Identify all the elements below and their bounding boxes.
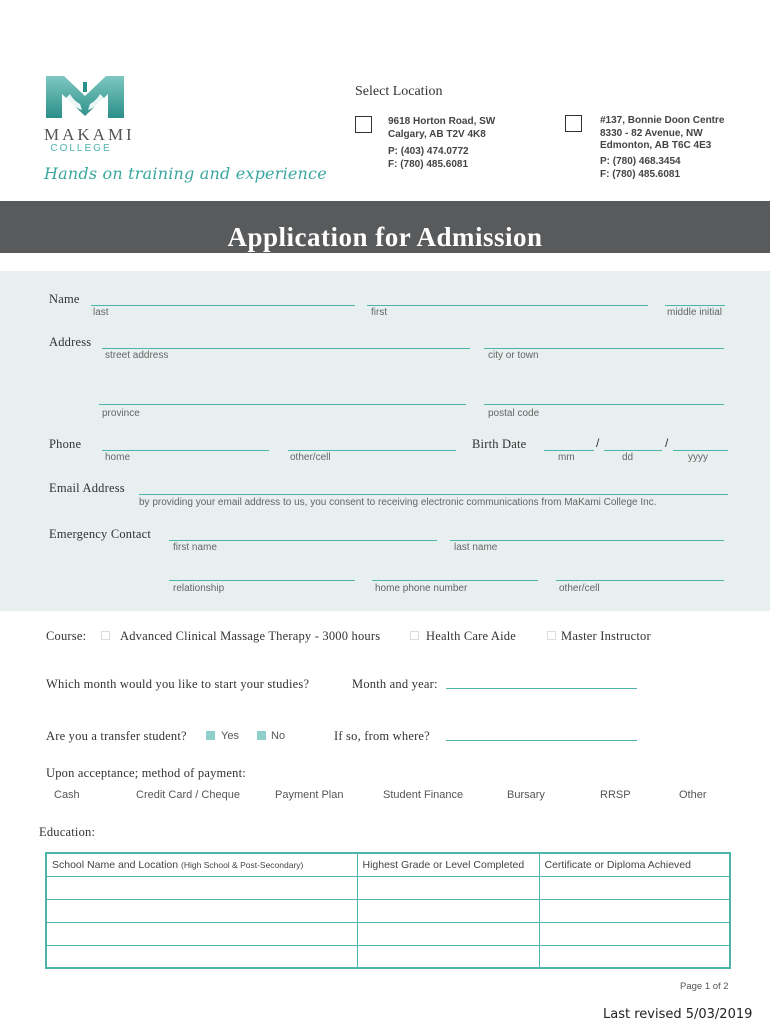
first-name-field[interactable] (367, 305, 648, 306)
education-col-certificate: Certificate or Diploma Achieved (539, 853, 730, 876)
other-phone-field[interactable] (288, 450, 456, 451)
birth-month-field[interactable] (544, 450, 594, 451)
education-cell[interactable] (46, 899, 357, 922)
course-hca-checkbox[interactable] (410, 631, 419, 640)
payment-label: Upon acceptance; method of payment: (46, 766, 246, 780)
logo-sub-name: COLLEGE (50, 143, 112, 154)
education-cell[interactable] (46, 922, 357, 945)
city-hint: city or town (488, 350, 539, 361)
location-edmonton-checkbox[interactable] (565, 115, 582, 132)
education-cell[interactable] (357, 899, 539, 922)
month-year-field[interactable] (446, 688, 637, 689)
education-cell[interactable] (357, 876, 539, 899)
birth-year-hint: yyyy (688, 452, 708, 463)
last-name-hint: last (93, 307, 109, 318)
education-col-grade: Highest Grade or Level Completed (357, 853, 539, 876)
table-row (46, 876, 730, 899)
table-row (46, 899, 730, 922)
education-cell[interactable] (539, 922, 730, 945)
birth-day-hint: dd (622, 452, 634, 463)
education-col-school-note: (High School & Post-Secondary) (181, 859, 304, 870)
education-cell[interactable] (539, 945, 730, 968)
location-edmonton-phone: P: (780) 468.3454 F: (780) 485.6081 (600, 156, 681, 180)
logo-brand-name: MAKAMI (44, 125, 135, 144)
transfer-where-field[interactable] (446, 740, 637, 741)
education-cell[interactable] (539, 899, 730, 922)
logo-tagline: Hands on training and experience (44, 164, 327, 183)
course-instructor-checkbox[interactable] (547, 631, 556, 640)
province-hint: province (102, 408, 140, 419)
makami-logo-icon (44, 74, 126, 120)
education-col-school-label: School Name and Location (52, 858, 179, 871)
birth-date-label: Birth Date (472, 437, 527, 451)
middle-initial-field[interactable] (665, 305, 725, 306)
emergency-other-phone-field[interactable] (556, 580, 724, 581)
emergency-other-phone-hint: other/cell (559, 583, 600, 594)
start-month-question: Which month would you like to start your studies? (46, 677, 310, 691)
birth-year-field[interactable] (673, 450, 728, 451)
name-label: Name (49, 292, 80, 306)
college-logo (44, 74, 135, 154)
home-phone-hint: home (105, 452, 131, 463)
education-cell[interactable] (46, 945, 357, 968)
home-phone-field[interactable] (102, 450, 269, 451)
emergency-last-name-field[interactable] (450, 540, 724, 541)
relationship-hint: relationship (173, 583, 225, 594)
payment-card-option[interactable]: Credit Card / Cheque (136, 789, 240, 801)
last-revised: Last revised 5/03/2019 (603, 1007, 753, 1022)
transfer-yes-checkbox[interactable] (206, 731, 215, 740)
other-phone-hint: other/cell (290, 452, 331, 463)
transfer-no-label: No (271, 730, 286, 742)
table-row (46, 945, 730, 968)
location-calgary-phone: P: (403) 474.0772 F: (780) 485.6081 (388, 146, 469, 170)
emergency-first-name-field[interactable] (169, 540, 437, 541)
select-location-heading: Select Location (355, 84, 443, 99)
birth-date-separator-2: / (665, 436, 669, 450)
phone-label: Phone (49, 437, 82, 451)
payment-rrsp-option[interactable]: RRSP (600, 789, 631, 801)
education-col-school (46, 853, 357, 876)
month-year-label: Month and year: (352, 677, 438, 691)
street-address-field[interactable] (102, 348, 470, 349)
transfer-no-checkbox[interactable] (257, 731, 266, 740)
address-label: Address (49, 335, 92, 349)
table-row (46, 922, 730, 945)
emergency-first-name-hint: first name (173, 542, 217, 553)
location-edmonton-address: #137, Bonnie Doon Centre 8330 - 82 Avenue, NW Edmonton, AB T6C 4E3 (600, 115, 725, 151)
transfer-question: Are you a transfer student? (46, 729, 187, 743)
emergency-home-phone-field[interactable] (372, 580, 538, 581)
course-instructor-label: Master Instructor (561, 629, 651, 643)
education-header-row (46, 853, 730, 876)
first-name-hint: first (371, 307, 388, 318)
emergency-contact-label: Emergency Contact (49, 527, 152, 541)
payment-student-finance-option[interactable]: Student Finance (383, 789, 464, 801)
payment-other-option[interactable]: Other (679, 789, 707, 801)
email-consent-note: by providing your email address to us, you consent to receiving electronic communications from MaKami College Inc. (139, 497, 657, 508)
relationship-field[interactable] (169, 580, 355, 581)
email-field[interactable] (139, 494, 728, 495)
page-title: Application for Admission (227, 222, 543, 252)
emergency-last-name-hint: last name (454, 542, 498, 553)
postal-code-hint: postal code (488, 408, 540, 419)
transfer-where-label: If so, from where? (334, 729, 430, 743)
location-calgary-address: 9618 Horton Road, SW Calgary, AB T2V 4K8 (388, 116, 496, 140)
course-massage-checkbox[interactable] (101, 631, 110, 640)
course-label: Course: (46, 629, 87, 643)
province-field[interactable] (99, 404, 466, 405)
postal-code-field[interactable] (484, 404, 724, 405)
email-label: Email Address (49, 481, 125, 495)
city-field[interactable] (484, 348, 724, 349)
birth-month-hint: mm (558, 452, 575, 463)
course-hca-label: Health Care Aide (426, 629, 516, 643)
last-name-field[interactable] (91, 305, 355, 306)
payment-bursary-option[interactable]: Bursary (507, 789, 545, 801)
education-cell[interactable] (539, 876, 730, 899)
street-address-hint: street address (105, 350, 169, 361)
birth-date-separator-1: / (596, 436, 600, 450)
personal-info-section (0, 271, 770, 611)
middle-initial-hint: middle initial (667, 307, 723, 318)
education-table (45, 852, 731, 969)
course-massage-label: Advanced Clinical Massage Therapy - 3000 hours (120, 629, 381, 643)
location-calgary-checkbox[interactable] (355, 116, 372, 133)
birth-day-field[interactable] (604, 450, 662, 451)
page-number: Page 1 of 2 (680, 981, 729, 992)
transfer-yes-label: Yes (221, 730, 239, 742)
emergency-home-phone-hint: home phone number (375, 583, 468, 594)
education-cell[interactable] (357, 945, 539, 968)
education-cell[interactable] (46, 876, 357, 899)
payment-cash-option[interactable]: Cash (54, 789, 80, 801)
payment-plan-option[interactable]: Payment Plan (275, 789, 344, 801)
education-cell[interactable] (357, 922, 539, 945)
education-label: Education: (39, 825, 96, 839)
